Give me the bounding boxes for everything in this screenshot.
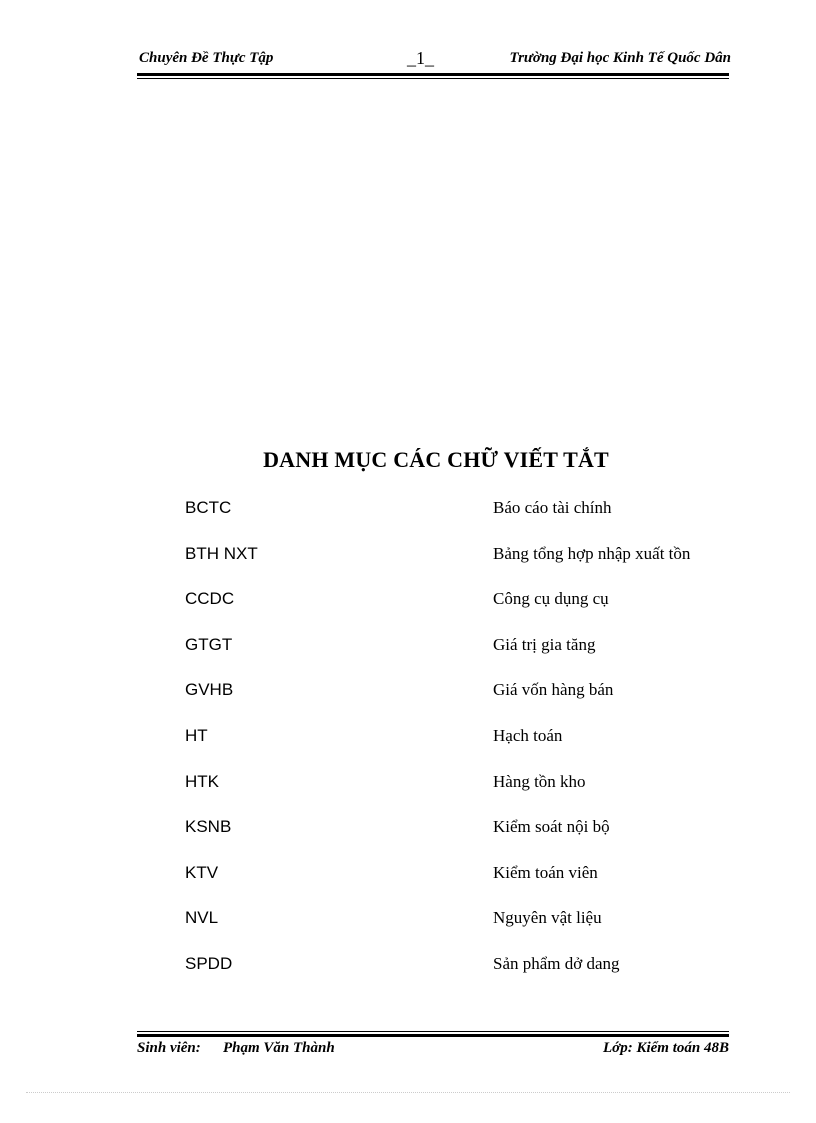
abbreviation-meaning: Bảng tổng hợp nhập xuất tồn: [493, 543, 691, 563]
abbreviation-code: BTH NXT: [185, 543, 258, 563]
abbreviation-code: NVL: [185, 908, 219, 928]
header-rule-thin: [137, 78, 729, 79]
list-item: [0, 814, 816, 860]
footer-student-name: Phạm Văn Thành: [223, 1040, 335, 1056]
abbreviation-code: HT: [185, 725, 208, 745]
abbreviation-meaning: Kiểm toán viên: [493, 862, 598, 882]
abbreviation-meaning: Hạch toán: [493, 725, 563, 745]
page-title: DANH MỤC CÁC CHỮ VIẾT TẮT: [263, 447, 609, 472]
abbreviation-meaning: Công cụ dụng cụ: [493, 589, 609, 609]
page-header: [137, 48, 731, 70]
abbreviation-meaning: Sản phẩm dở dang: [493, 953, 620, 973]
abbreviation-meaning: Kiểm soát nội bộ: [493, 817, 610, 837]
list-item: [0, 541, 816, 587]
page-footer: [137, 1040, 731, 1060]
abbreviation-meaning: Báo cáo tài chính: [493, 498, 612, 517]
list-item: [0, 632, 816, 678]
abbreviation-code: HTK: [185, 771, 219, 791]
list-item: [0, 905, 816, 951]
list-item: [0, 677, 816, 723]
abbreviation-meaning: Hàng tồn kho: [493, 771, 586, 791]
abbreviation-code: GTGT: [185, 634, 233, 654]
list-item: [0, 586, 816, 632]
abbreviation-meaning: Giá trị gia tăng: [493, 634, 596, 654]
header-university: Trường Đại học Kinh Tế Quốc Dân: [509, 50, 731, 66]
list-item: [0, 860, 816, 906]
header-rule-thick: [137, 73, 729, 76]
footer-rule-thin: [137, 1031, 729, 1032]
list-item: [0, 495, 816, 541]
page-bottom-border: [26, 1092, 790, 1093]
list-item: [0, 723, 816, 769]
abbreviation-code: KTV: [185, 862, 219, 882]
footer-class: Lớp: Kiểm toán 48B: [603, 1040, 729, 1056]
abbreviation-code: CCDC: [185, 589, 235, 609]
abbreviation-meaning: Giá vốn hàng bán: [493, 680, 614, 700]
header-page-number: _1_: [407, 48, 434, 68]
abbreviation-code: SPDD: [185, 953, 233, 973]
list-item: [0, 769, 816, 815]
abbreviation-code: BCTC: [185, 498, 232, 517]
footer-student-label: Sinh viên:: [137, 1040, 201, 1056]
abbreviation-meaning: Nguyên vật liệu: [493, 908, 602, 928]
abbreviation-code: GVHB: [185, 680, 234, 700]
abbreviation-list: [0, 495, 816, 997]
footer-rule-thick: [137, 1034, 729, 1037]
abbreviation-code: KSNB: [185, 817, 232, 837]
header-document-type: Chuyên Đề Thực Tập: [139, 50, 274, 66]
list-item: [0, 951, 816, 997]
